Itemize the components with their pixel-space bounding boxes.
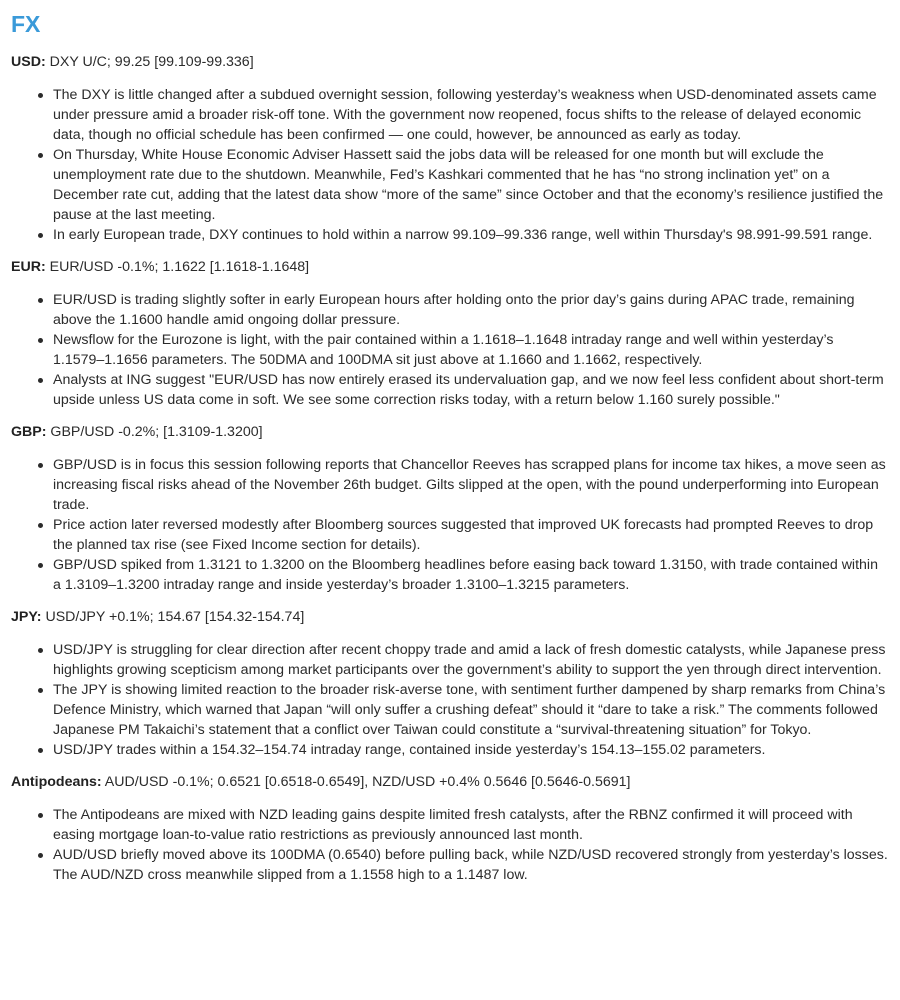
section-header-usd [11,52,888,72]
section-summary: AUD/USD -0.1%; 0.6521 [0.6518-0.6549], NZD/USD +0.4% 0.5646 [0.5646-0.5691] [101,774,631,790]
section-header-eur [11,257,888,277]
section-header-jpy [11,607,888,627]
section-summary: DXY U/C; 99.25 [99.109-99.336] [45,54,254,70]
list-item: GBP/USD is in focus this session following reports that Chancellor Reeves has scrapped plans for income tax hikes, a move seen as increasing fiscal risks ahead of the November 26th budget. Gilts slipped at the open, with the pound underperforming into European trade. [53,455,888,515]
list-item: USD/JPY is struggling for clear direction after recent choppy trade and amid a lack of fresh domestic catalysts, while Japanese press highlights growing scepticism among market participants over the government’s ability to support the yen through direct intervention. [53,640,888,680]
section-summary: GBP/USD -0.2%; [1.3109-1.3200] [46,424,263,440]
section-label: GBP: [11,424,47,440]
section-gbp [11,422,888,595]
bullet-list-jpy [11,640,888,760]
section-label: USD: [11,54,46,70]
list-item: Analysts at ING suggest "EUR/USD has now entirely erased its undervaluation gap, and we now feel less confident about short-term upside unless US data come in soft. We see some correction risks today, with a return below 1.160 surely possible." [53,370,888,410]
list-item: Price action later reversed modestly after Bloomberg sources suggested that improved UK forecasts had prompted Reeves to drop the planned tax rise (see Fixed Income section for details). [53,515,888,555]
section-header-gbp [11,422,888,442]
bullet-list-gbp [11,455,888,595]
section-eur [11,257,888,410]
section-summary: EUR/USD -0.1%; 1.1622 [1.1618-1.1648] [45,259,310,275]
section-summary: USD/JPY +0.1%; 154.67 [154.32-154.74] [41,609,305,625]
section-antipodeans [11,772,888,885]
list-item: The DXY is little changed after a subdued overnight session, following yesterday’s weakness when USD-denominated assets came under pressure amid a broader risk-off tone. With the government now reopened, focus shifts to the release of delayed economic data, though no official schedule has been confirmed — one could, however, be announced as early as today. [53,85,888,145]
section-label: JPY: [11,609,42,625]
list-item: AUD/USD briefly moved above its 100DMA (0.6540) before pulling back, while NZD/USD recovered strongly from yesterday’s losses. The AUD/NZD cross meanwhile slipped from a 1.1558 high to a 1.1487 low. [53,847,888,883]
list-item: EUR/USD is trading slightly softer in early European hours after holding onto the prior day’s gains during APAC trade, remaining above the 1.1600 handle amid ongoing dollar pressure. [53,290,888,330]
bullet-list-usd [11,85,888,245]
bullet-list-antipodeans [11,805,888,885]
list-item: In early European trade, DXY continues to hold within a narrow 99.109–99.336 range, well within Thursday's 98.991-99.591 range. [53,225,888,245]
list-item: The Antipodeans are mixed with NZD leading gains despite limited fresh catalysts, after the RBNZ confirmed it will proceed with easing mortgage loan-to-value ratio restrictions as previously announced last month. [53,805,888,845]
section-label: Antipodeans: [11,774,102,790]
page-title: FX [11,11,41,37]
section-label: EUR: [11,259,46,275]
section-jpy [11,607,888,760]
section-header-antipodeans [11,772,888,792]
list-item: GBP/USD spiked from 1.3121 to 1.3200 on the Bloomberg headlines before easing back toward 1.3150, with trade contained within a 1.3109–1.3200 intraday range and inside yesterday’s broader 1.3100–1.3215 parameters. [53,555,888,595]
list-item: The JPY is showing limited reaction to the broader risk-averse tone, with sentiment further dampened by sharp remarks from China’s Defence Ministry, which warned that Japan “will only suffer a crushing defeat” should it “dare to take a risk.” The comments followed Japanese PM Takaichi’s statement that a conflict over Taiwan could constitute a “survival-threatening situation” for Tokyo. [53,680,888,740]
list-item: USD/JPY trades within a 154.32–154.74 intraday range, contained inside yesterday’s 154.13–155.02 parameters. [53,740,888,760]
list-item: Newsflow for the Eurozone is light, with the pair contained within a 1.1618–1.1648 intraday range and well within yesterday’s 1.1579–1.1656 parameters. The 50DMA and 100DMA sit just above at 1.1660 and 1.1662, respectively. [53,330,888,370]
list-item: On Thursday, White House Economic Adviser Hassett said the jobs data will be released for one month but will exclude the unemployment rate due to the shutdown. Meanwhile, Fed’s Kashkari commented that he has “no strong inclination yet” on a December rate cut, adding that the latest data show “more of the same” since October and that the economy’s resilience justified the pause at the last meeting. [53,145,888,225]
section-usd [11,52,888,245]
bullet-list-eur [11,290,888,410]
